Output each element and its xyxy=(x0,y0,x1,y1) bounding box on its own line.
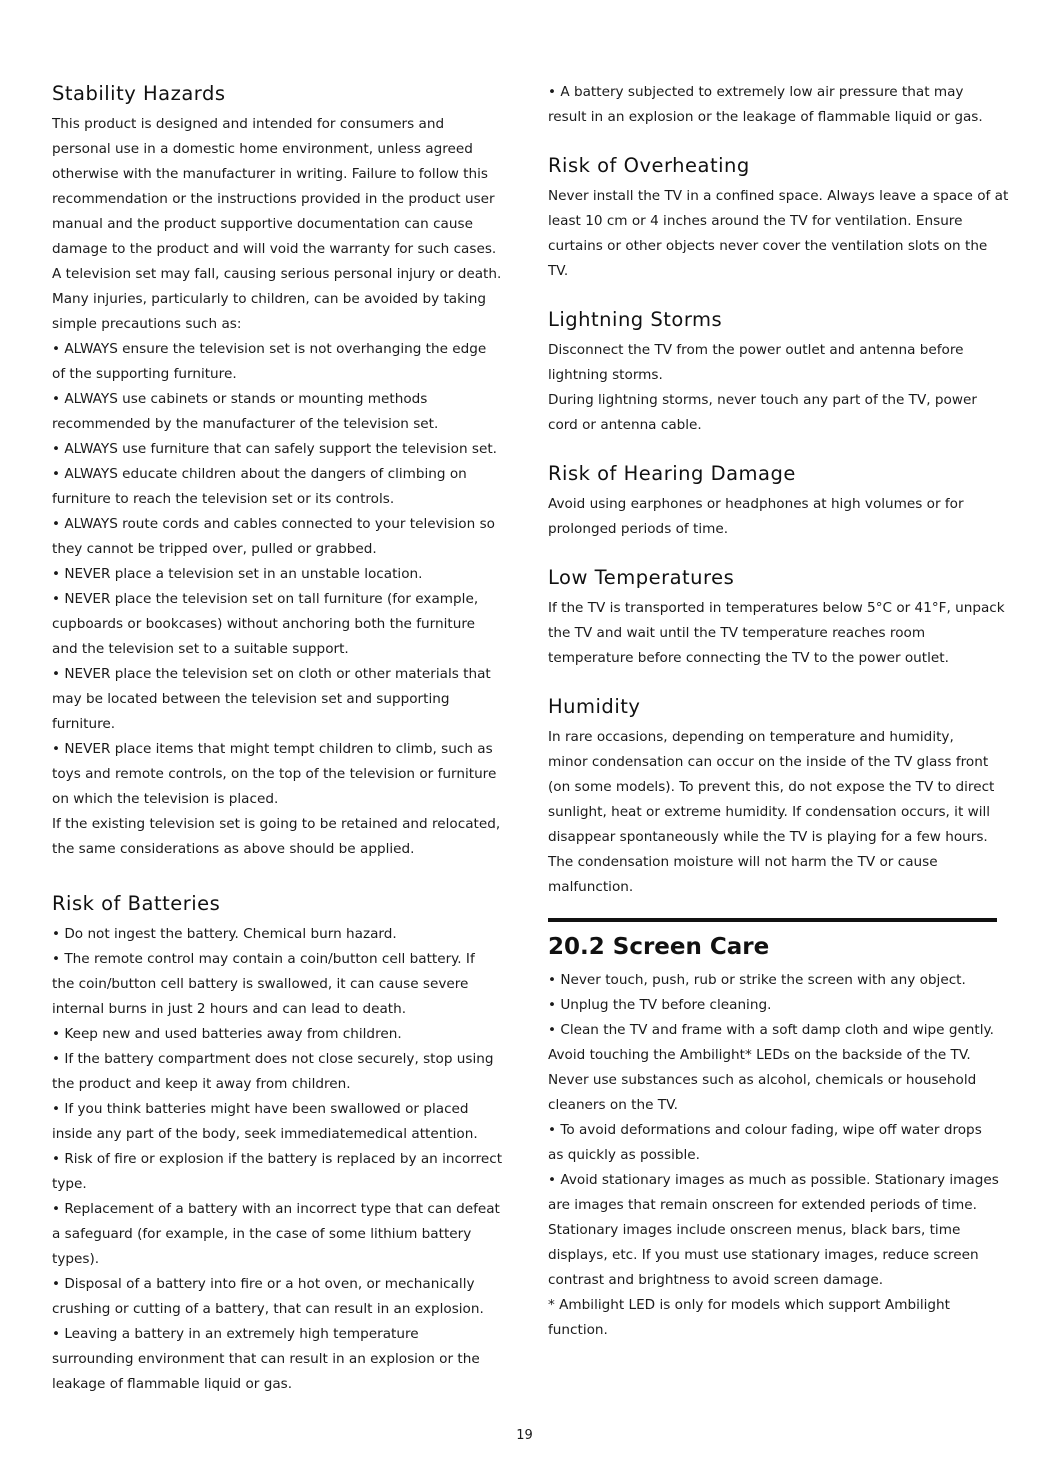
text-line: cord or antenna cable. xyxy=(548,417,702,433)
text-line: • NEVER place a television set in an unstable location. xyxy=(52,566,423,582)
text-line: • Avoid stationary images as much as possible. Stationary images xyxy=(548,1172,999,1188)
text-line: Many injuries, particularly to children, can be avoided by taking xyxy=(52,291,487,307)
text-line: Never install the TV in a confined space. Always leave a space of at xyxy=(548,188,1009,204)
section-body xyxy=(548,596,1010,671)
text-line: temperature before connecting the TV to the power outlet. xyxy=(548,650,949,666)
text-line: • ALWAYS ensure the television set is not overhanging the edge xyxy=(52,341,487,357)
right-column xyxy=(548,80,1010,1343)
text-line: Avoid using earphones or headphones at high volumes or for xyxy=(548,496,964,512)
screen-care-section xyxy=(548,930,1010,1343)
section-body xyxy=(548,968,1010,1343)
text-line: Stationary images include onscreen menus, black bars, time xyxy=(548,1222,961,1238)
text-line: a safeguard (for example, in the case of some lithium battery xyxy=(52,1226,472,1242)
text-line: manual and the product supportive documentation can cause xyxy=(52,216,473,232)
text-line: • If the battery compartment does not close securely, stop using xyxy=(52,1051,494,1067)
text-line: • Do not ingest the battery. Chemical burn hazard. xyxy=(52,926,397,942)
text-line: types). xyxy=(52,1251,100,1267)
section-body xyxy=(52,922,514,1397)
text-line: • The remote control may contain a coin/button cell battery. If xyxy=(52,951,475,967)
text-line: the same considerations as above should be applied. xyxy=(52,841,415,857)
section-body xyxy=(548,725,1010,900)
text-line: • Replacement of a battery with an incorrect type that can defeat xyxy=(52,1201,500,1217)
text-line: result in an explosion or the leakage of flammable liquid or gas. xyxy=(548,109,983,125)
text-line: sunlight, heat or extreme humidity. If condensation occurs, it will xyxy=(548,804,991,820)
text-line: recommended by the manufacturer of the television set. xyxy=(52,416,439,432)
text-line: Avoid touching the Ambilight* LEDs on the backside of the TV. xyxy=(548,1047,971,1063)
text-line: malfunction. xyxy=(548,879,634,895)
text-line: furniture. xyxy=(52,716,116,732)
text-line: If the TV is transported in temperatures below 5°C or 41°F, unpack xyxy=(548,600,1005,616)
text-line: otherwise with the manufacturer in writing. Failure to follow this xyxy=(52,166,488,182)
text-line: furniture to reach the television set or its controls. xyxy=(52,491,395,507)
text-line: internal burns in just 2 hours and can lead to death. xyxy=(52,1001,407,1017)
text-line: least 10 cm or 4 inches around the TV for ventilation. Ensure xyxy=(548,213,963,229)
text-line: • ALWAYS use furniture that can safely support the television set. xyxy=(52,441,497,457)
text-line: • Disposal of a battery into fire or a hot oven, or mechanically xyxy=(52,1276,475,1292)
text-line: may be located between the television set and supporting xyxy=(52,691,450,707)
section-title: Stability Hazards xyxy=(52,82,226,105)
left-column xyxy=(52,80,514,1397)
text-line: disappear spontaneously while the TV is playing for a few hours. xyxy=(548,829,988,845)
text-line: This product is designed and intended for consumers and xyxy=(52,116,445,132)
text-line: simple precautions such as: xyxy=(52,316,242,332)
text-line: During lightning storms, never touch any part of the TV, power xyxy=(548,392,977,408)
text-line: TV. xyxy=(548,263,569,279)
chapter-title: 20.2 Screen Care xyxy=(548,934,770,960)
text-line: as quickly as possible. xyxy=(548,1147,700,1163)
text-line: type. xyxy=(52,1176,87,1192)
text-line: inside any part of the body, seek immediatemedical attention. xyxy=(52,1126,478,1142)
battery-continued-section xyxy=(548,80,1010,130)
risk-of-hearing-damage-section xyxy=(548,460,1010,542)
text-line: surrounding environment that can result in an explosion or the xyxy=(52,1351,480,1367)
text-line: • To avoid deformations and colour fading, wipe off water drops xyxy=(548,1122,982,1138)
text-line: A television set may fall, causing serious personal injury or death. xyxy=(52,266,502,282)
lightning-storms-section xyxy=(548,306,1010,438)
text-line: of the supporting furniture. xyxy=(52,366,237,382)
text-line: contrast and brightness to avoid screen damage. xyxy=(548,1272,884,1288)
section-body xyxy=(548,338,1010,438)
text-line: toys and remote controls, on the top of the television or furniture xyxy=(52,766,497,782)
text-line: Disconnect the TV from the power outlet and antenna before xyxy=(548,342,964,358)
text-line: (on some models). To prevent this, do not expose the TV to direct xyxy=(548,779,995,795)
text-line: cupboards or bookcases) without anchoring both the furniture xyxy=(52,616,475,632)
stability-hazards-section xyxy=(52,80,514,862)
text-line: are images that remain onscreen for extended periods of time. xyxy=(548,1197,977,1213)
text-line: • Leaving a battery in an extremely high temperature xyxy=(52,1326,419,1342)
risk-of-batteries-section xyxy=(52,890,514,1397)
section-title: Low Temperatures xyxy=(548,566,735,589)
text-line: personal use in a domestic home environment, unless agreed xyxy=(52,141,473,157)
text-line: The condensation moisture will not harm the TV or cause xyxy=(548,854,938,870)
section-body xyxy=(548,80,1010,130)
risk-of-overheating-section xyxy=(548,152,1010,284)
section-body xyxy=(548,492,1010,542)
page-number: 19 xyxy=(516,1428,533,1443)
text-line: the coin/button cell battery is swallowed, it can cause severe xyxy=(52,976,469,992)
section-title: Risk of Hearing Damage xyxy=(548,462,796,485)
text-line: and the television set to a suitable support. xyxy=(52,641,349,657)
section-title: Humidity xyxy=(548,695,641,718)
text-line: minor condensation can occur on the inside of the TV glass front xyxy=(548,754,989,770)
section-title: Lightning Storms xyxy=(548,308,723,331)
text-line: displays, etc. If you must use stationary images, reduce screen xyxy=(548,1247,979,1263)
text-line: function. xyxy=(548,1322,608,1338)
text-line: • NEVER place the television set on cloth or other materials that xyxy=(52,666,491,682)
text-line: • NEVER place the television set on tall furniture (for example, xyxy=(52,591,479,607)
text-line: • A battery subjected to extremely low air pressure that may xyxy=(548,84,964,100)
text-line: Never use substances such as alcohol, chemicals or household xyxy=(548,1072,977,1088)
text-line: • Clean the TV and frame with a soft damp cloth and wipe gently. xyxy=(548,1022,994,1038)
text-line: the TV and wait until the TV temperature reaches room xyxy=(548,625,926,641)
text-line: • ALWAYS use cabinets or stands or mounting methods xyxy=(52,391,428,407)
text-line: • ALWAYS educate children about the dangers of climbing on xyxy=(52,466,467,482)
text-line: on which the television is placed. xyxy=(52,791,279,807)
text-line: leakage of flammable liquid or gas. xyxy=(52,1376,293,1392)
text-line: recommendation or the instructions provided in the product user xyxy=(52,191,495,207)
text-line: In rare occasions, depending on temperature and humidity, xyxy=(548,729,954,745)
section-body xyxy=(548,184,1010,284)
text-line: prolonged periods of time. xyxy=(548,521,729,537)
text-line: • Keep new and used batteries away from children. xyxy=(52,1026,402,1042)
section-divider xyxy=(548,918,997,922)
text-line: • Never touch, push, rub or strike the screen with any object. xyxy=(548,972,966,988)
humidity-section xyxy=(548,693,1010,900)
text-line: curtains or other objects never cover the ventilation slots on the xyxy=(548,238,988,254)
text-line: • NEVER place items that might tempt children to climb, such as xyxy=(52,741,493,757)
text-line: lightning storms. xyxy=(548,367,663,383)
low-temperatures-section xyxy=(548,564,1010,671)
text-line: damage to the product and will void the warranty for such cases. xyxy=(52,241,497,257)
section-body xyxy=(52,112,514,862)
section-title: Risk of Overheating xyxy=(548,154,750,177)
text-line: they cannot be tripped over, pulled or grabbed. xyxy=(52,541,377,557)
text-line: * Ambilight LED is only for models which support Ambilight xyxy=(548,1297,950,1313)
text-line: the product and keep it away from children. xyxy=(52,1076,351,1092)
text-line: If the existing television set is going to be retained and relocated, xyxy=(52,816,501,832)
text-line: • Risk of fire or explosion if the battery is replaced by an incorrect xyxy=(52,1151,503,1167)
text-line: cleaners on the TV. xyxy=(548,1097,678,1113)
text-line: • If you think batteries might have been swallowed or placed xyxy=(52,1101,469,1117)
text-line: • Unplug the TV before cleaning. xyxy=(548,997,772,1013)
text-line: • ALWAYS route cords and cables connected to your television so xyxy=(52,516,495,532)
text-line: crushing or cutting of a battery, that can result in an explosion. xyxy=(52,1301,484,1317)
section-title: Risk of Batteries xyxy=(52,892,221,915)
